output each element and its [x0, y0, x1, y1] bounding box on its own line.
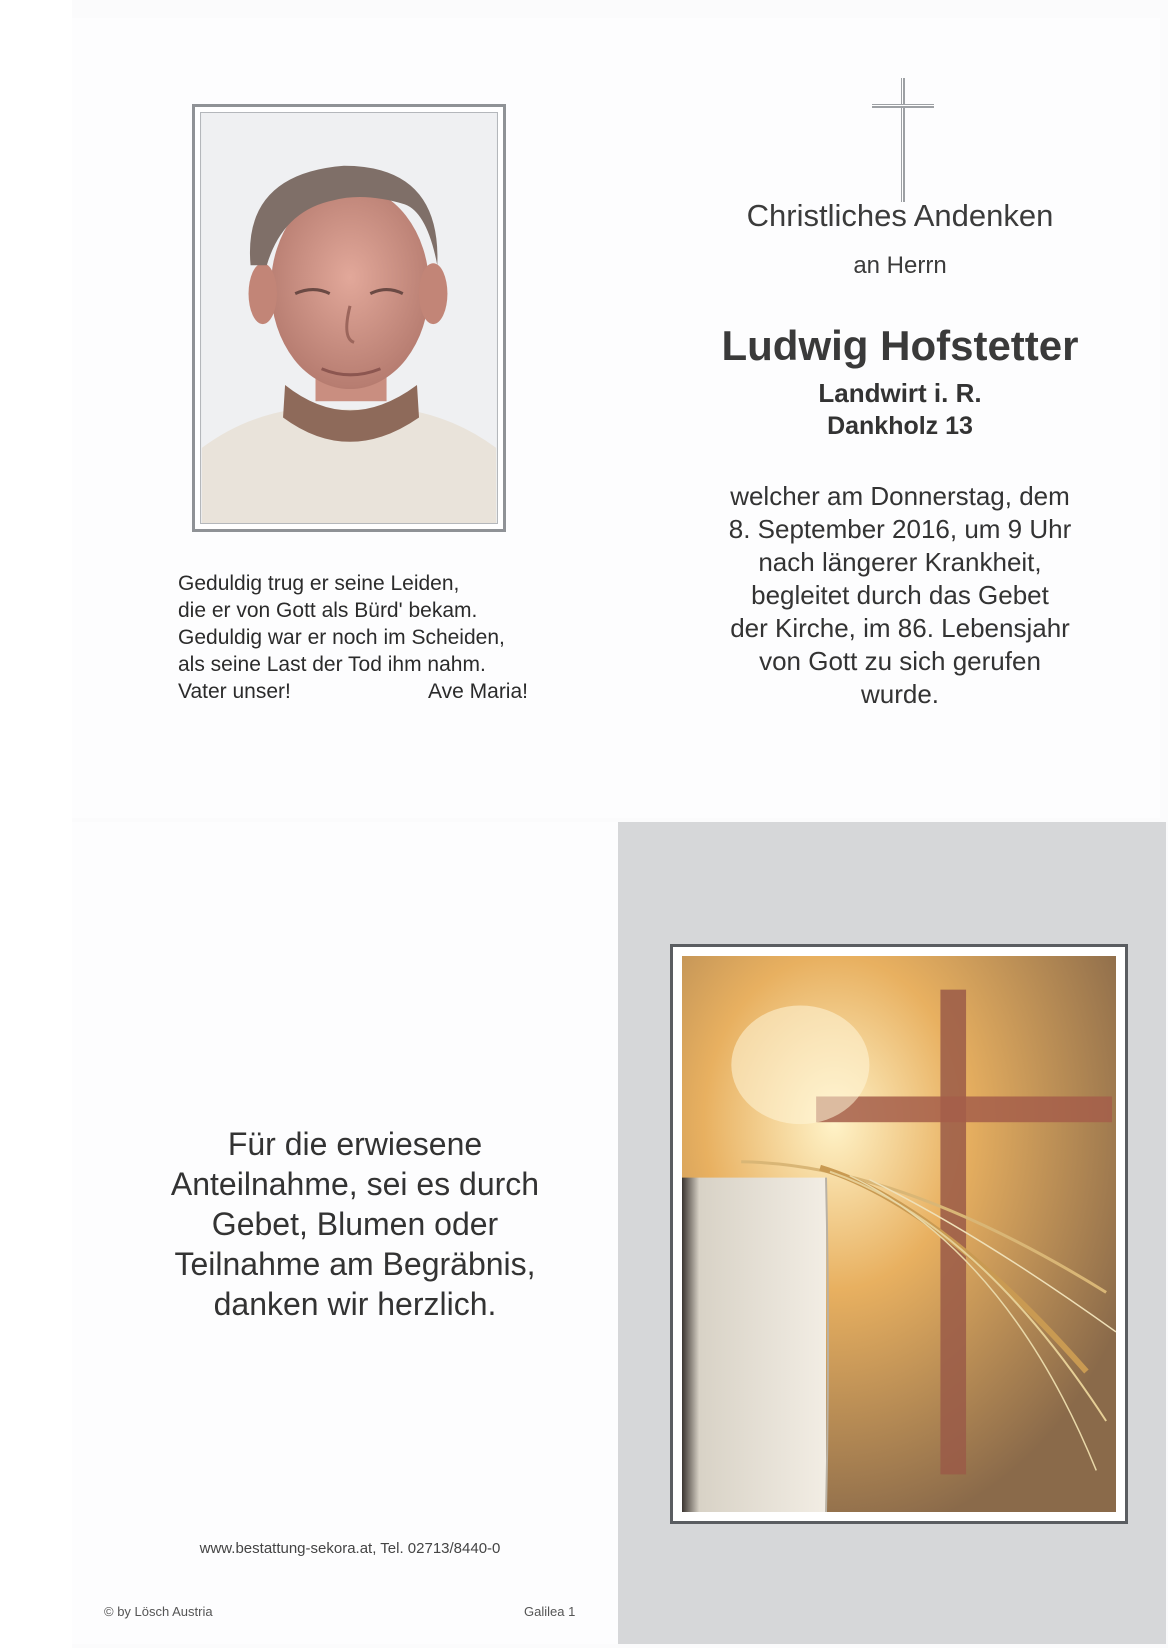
cover-image-frame [670, 944, 1128, 1524]
funeral-home-contact: www.bestattung-sekora.at, Tel. 02713/8440-0 [199, 1540, 501, 1557]
verse-line: Geduldig war er noch im Scheiden, [178, 626, 505, 649]
deceased-address: Dankholz 13 [827, 412, 973, 440]
deceased-profession: Landwirt i. R. [818, 378, 982, 408]
portrait-photo-image [201, 113, 497, 523]
cross-icon [872, 78, 934, 202]
page-margin [0, 0, 72, 1648]
design-series: Galilea 1 [524, 1604, 576, 1619]
prayer-our-father: Vater unser! [178, 680, 291, 703]
portrait-photo [200, 112, 498, 524]
memorial-heading: Christliches Andenken [746, 198, 1054, 233]
death-notice-line: der Kirche, im 86. Lebensjahr [730, 613, 1070, 643]
death-notice-line: von Gott zu sich gerufen [759, 646, 1041, 676]
death-notice-line: nach längerer Krankheit, [758, 547, 1042, 577]
death-notice-line: welcher am Donnerstag, dem [730, 481, 1070, 511]
thanks-line: Teilnahme am Begräbnis, [174, 1246, 536, 1282]
death-notice-line: begleitet durch das Gebet [751, 580, 1049, 610]
verse-line: die er von Gott als Bürd' bekam. [178, 599, 478, 622]
cover-image [682, 956, 1116, 1512]
thanks-line: danken wir herzlich. [213, 1286, 497, 1322]
thanks-line: Gebet, Blumen oder [211, 1206, 499, 1242]
portrait-photo-frame [192, 104, 506, 532]
thanks-line: Für die erwiesene [227, 1126, 483, 1162]
memorial-verse [178, 570, 528, 705]
prayer-hail-mary: Ave Maria! [428, 680, 528, 703]
verse-line: als seine Last der Tod ihm nahm. [178, 653, 486, 676]
deceased-name: Ludwig Hofstetter [721, 322, 1079, 369]
thanks-line: Anteilnahme, sei es durch [170, 1166, 540, 1202]
death-notice-line: wurde. [860, 679, 940, 709]
memorial-subheading: an Herrn [853, 252, 947, 279]
verse-prayer-line [178, 678, 528, 705]
copyright-notice: © by Lösch Austria [104, 1604, 213, 1619]
thanks-message [130, 1124, 580, 1324]
death-notice [700, 480, 1100, 711]
death-notice-line: 8. September 2016, um 9 Uhr [728, 514, 1072, 544]
verse-line: Geduldig trug er seine Leiden, [178, 572, 460, 595]
